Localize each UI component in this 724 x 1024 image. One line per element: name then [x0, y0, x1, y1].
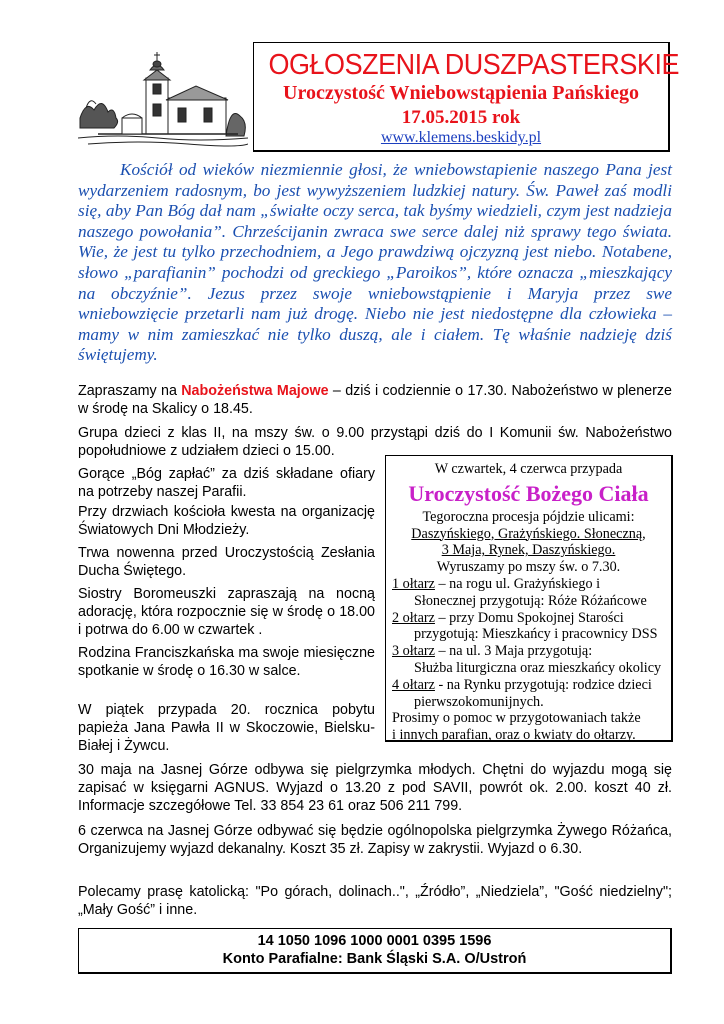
website-link[interactable]: www.klemens.beskidy.pl — [380, 129, 542, 146]
announcement-rocznica: W piątek przypada 20. rocznica pobytu papieża Jana Pawła II w Skoczowie, Bielsku-Białej i Żywcu. — [78, 702, 375, 754]
altar-3-label: 3 ołtarz — [392, 643, 435, 660]
altar-2-label: 2 ołtarz — [392, 609, 435, 626]
altar-1 — [386, 576, 671, 593]
announcement-adoracja: Siostry Boromeuszki zapraszają na nocną adorację, która rozpocznie się w środę o 18.00 i potrwa do 6.00 w czwartek . — [78, 586, 375, 638]
announcement-pielgrzymka-rozanca: 6 czerwca na Jasnej Górze odbywać się będzie ogólnopolska pielgrzymka Żywego Różańca, Organizujemy wyjazd dekanalny. Koszt 35 zł. Zapisy w zakrystii. Wyjazd o 6.30. — [78, 823, 672, 857]
bank-account-name: Konto Parafialne: Bank Śląski S.A. O/Ustroń — [222, 951, 527, 967]
majowe-after: – dziś i codziennie o 17.30. Nabożeństwo w plenerze w środę na Skalicy o 18.45. — [78, 383, 672, 417]
cc-streets-1: Daszyńskiego, Grażyńskiego. Słoneczną, — [411, 525, 646, 542]
altar-3 — [386, 643, 671, 660]
cc-departure: Wyruszamy po mszy św. o 7.30. — [436, 559, 621, 576]
altar-4-label: 4 ołtarz — [392, 676, 435, 693]
altar-3-text: – na ul. 3 Maja przygotują: — [434, 643, 593, 660]
altar-1-text: – na rogu ul. Grażyńskiego i — [434, 575, 601, 592]
altar-4-text: - na Rynku przygotują: rodzice dzieci — [434, 676, 652, 693]
altar-2-cont: przygotują: Mieszkańcy i pracownicy DSS — [414, 626, 658, 643]
altar-1-cont: Słonecznej przygotują: Róże Różańcowe — [414, 592, 647, 609]
altar-3-cont: Służba liturgiczna oraz mieszkańcy okolicy — [414, 659, 662, 676]
cc-intro: W czwartek, 4 czerwca przypada — [434, 461, 623, 477]
corpus-christi-box — [385, 455, 673, 742]
page-subtitle: Uroczystość Wniebowstąpienia Pańskiego — [283, 82, 639, 104]
altar-2 — [386, 610, 671, 627]
majowe-highlight: Nabożeństwa Majowe — [181, 383, 329, 399]
announcement-komunia: Grupa dzieci z klas II, na mszy św. o 9.00 przystąpi dziś do I Komunii św. Nabożeństwo popołudniowe z udziałem dzieci o 15.00. — [78, 425, 672, 459]
announcement-nowenna: Trwa nowenna przed Uroczystością Zesłania Ducha Świętego. — [78, 545, 375, 579]
cc-request-2: i innych parafian, oraz o kwiaty do ołtarzy. — [392, 727, 636, 744]
altar-4-cont: pierwszokomunijnych. — [414, 693, 544, 710]
altar-1-label: 1 ołtarz — [392, 575, 435, 592]
announcement-podziekowanie: Gorące „Bóg zapłać” za dziś składane ofiary na potrzeby naszej Parafii. — [78, 466, 375, 500]
bank-account-number: 14 1050 1096 1000 0001 0395 1596 — [257, 933, 492, 949]
announcement-rodzina: Rodzina Franciszkańska ma swoje miesięczne spotkanie w środę o 16.30 w salce. — [78, 645, 375, 679]
altar-4 — [386, 677, 671, 694]
page-date: 17.05.2015 rok — [401, 107, 521, 128]
page-title: OGŁOSZENIA DUSZPASTERSKIE — [268, 49, 679, 81]
announcement-pielgrzymka-mlodych: 30 maja na Jasnej Górze odbywa się pielgrzymka młodych. Chętni do wyjazdu mogą się zapisać w księgarni AGNUS. Wyjazd o 13.20 z pod SAVII, powrót ok. 2.00. koszt 40 zł. Informacje szczegółowe Tel. 33 854 23 61 oraz 506 211 799. — [78, 762, 672, 814]
altar-2-text: – przy Domu Spokojnej Starości — [434, 609, 624, 626]
church-illustration — [78, 48, 248, 150]
cc-streets-2: 3 Maja, Rynek, Daszyńskiego. — [441, 542, 616, 559]
announcement-majowe — [78, 383, 672, 419]
announcement-prasa: Polecamy prasę katolicką: "Po górach, dolinach..", „Źródło”, „Niedziela”, "Gość niedzielny"; „Mały Gość” i inne. — [78, 884, 672, 918]
intro-paragraph: Kościół od wieków niezmiennie głosi, że wniebowstapienie naszego Pana jest wydarzeniem radosnym, bo jest wywyższeniem ludzkiej natury. Św. Paweł zaś modli się, aby Pan Bóg dał nam „świałte oczy serca, tak byśmy wiedzieli, czym jest nadzieja naszego powołania”. Chrześcijanin zwraca swe serce dalej niż sprawy tego świata. Wie, że jest tu tylko przechodniem, a Jego prawdziwą ojczyzną jest niebo. Notabene, słowo „parafianin” pochodzi od greckiego „Paroikos”, które oznacza „mieszkający na obczyźnie”. Jezus przez swoje wniebowstąpienie i Maryja przez swe wniebowzięcie przetarli nam już drogę. Niebo nie jest niedostępne dla człowieka – mamy w nim zamieszkać nie tylko duszą, ale i ciałem. Tę właśnie nadzieję dziś świętujemy. — [78, 160, 672, 365]
cc-title: Uroczystość Bożego Ciała — [408, 480, 649, 506]
cc-request-1: Prosimy o pomoc w przygotowaniach także — [392, 710, 641, 727]
announcement-kwesta: Przy drzwiach kościoła kwesta na organizację Światowych Dni Młodzieży. — [78, 504, 375, 538]
bank-account-box — [78, 928, 672, 974]
header-box — [253, 42, 679, 152]
cc-procession: Tegoroczna procesja pójdzie ulicami: — [422, 508, 635, 525]
majowe-before: Zapraszamy na — [78, 383, 182, 399]
